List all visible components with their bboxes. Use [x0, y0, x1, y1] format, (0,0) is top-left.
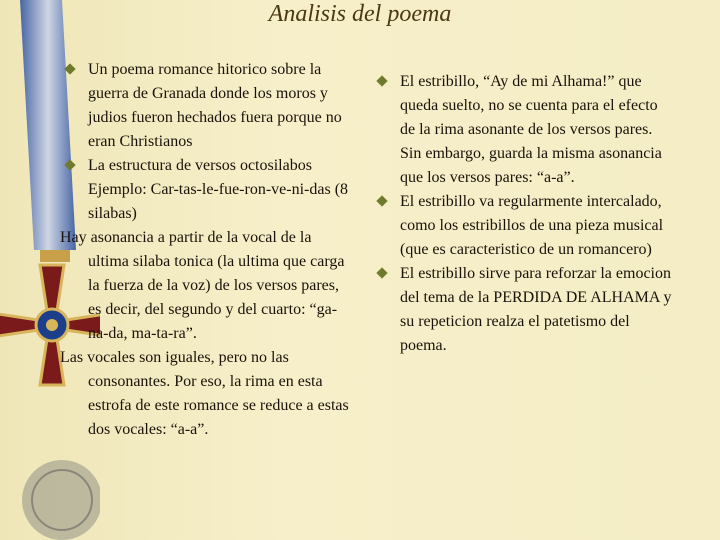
right-column: [376, 70, 676, 358]
right-bullet-1-text: El estribillo, “Ay de mi Alhama!” que queda suelto, no se cuenta para el efecto de la rima asonante de los versos pares. Sin embargo, guarda la misma asonancia que los versos pares: “a-a”.: [400, 73, 662, 186]
right-bullet-2-text: El estribillo va regularmente intercalado, como los estribillos de una pieza musical (que es caracteristico de un romancero): [400, 193, 664, 258]
left-bullet-1: [60, 58, 350, 154]
bullet-icon: [376, 267, 387, 278]
left-column: [60, 58, 350, 442]
right-bullet-2: [376, 190, 676, 262]
left-bullet-2-text: La estructura de versos octosilabos: [88, 157, 312, 174]
right-bullet-3: [376, 262, 676, 358]
slide-title: Analisis del poema: [268, 1, 452, 27]
right-bullet-3-text: El estribillo sirve para reforzar la emocion del tema de la PERDIDA DE ALHAMA y su repeticion realza el patetismo del poema.: [400, 265, 672, 354]
left-bullet-1-text: Un poema romance hitorico sobre la guerra de Granada donde los moros y judios fueron hechados fuera porque no eran Christianos: [88, 61, 342, 150]
asonancia-paragraph: Hay asonancia a partir de la vocal de la ultima silaba tonica (la ultima que carga la fuerza de la voz) de los versos pares, es decir, del segundo y del cuarto: “ga-na-da, ma-ta-ra”.: [60, 229, 345, 342]
left-bullet-2: [60, 154, 350, 178]
bullet-icon: [64, 159, 75, 170]
vocales-paragraph: Las vocales son iguales, pero no las consonantes. Por eso, la rima en esta estrofa de este romance se reduce a estas dos vocales: “a-a”.: [60, 349, 349, 438]
example-line: Ejemplo: Car-tas-le-fue-ron-ve-ni-das (8 silabas): [88, 181, 349, 222]
right-bullet-1: [376, 70, 676, 190]
bullet-icon: [376, 195, 387, 206]
bullet-icon: [64, 63, 75, 74]
bullet-icon: [376, 75, 387, 86]
